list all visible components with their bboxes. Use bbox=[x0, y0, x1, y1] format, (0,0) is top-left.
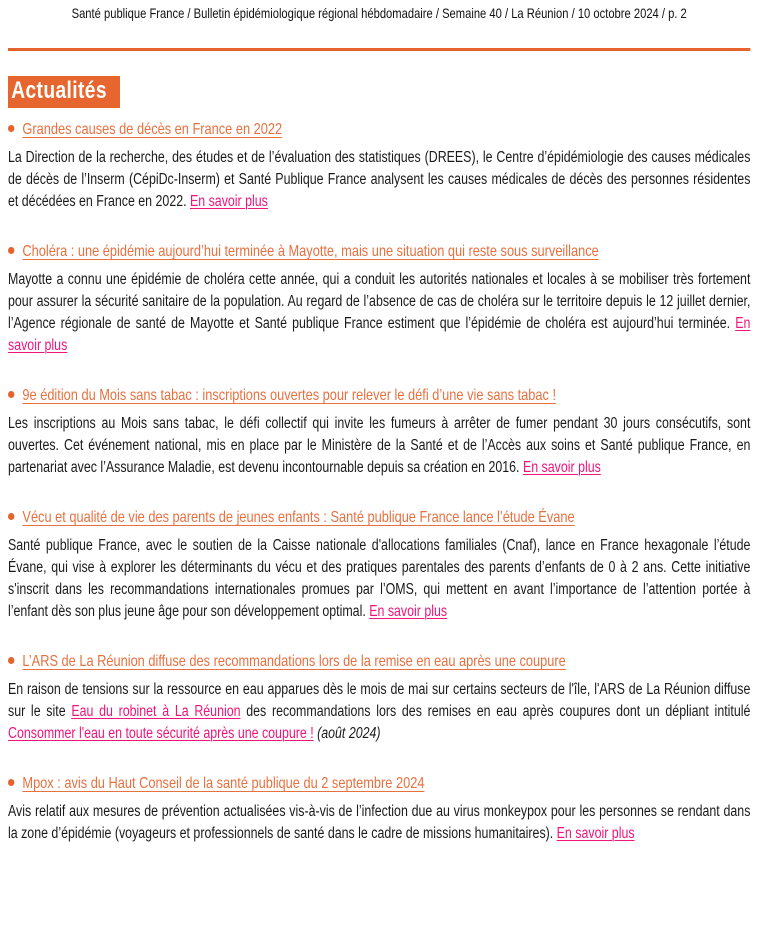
section-banner-label: Actualités bbox=[11, 77, 107, 104]
news-item-title bbox=[8, 775, 750, 793]
bullet-icon bbox=[8, 513, 14, 520]
bullet-icon bbox=[8, 391, 14, 398]
body-text: La Direction de la recherche, des études et de l’évaluation des statistiques (DREES), le Centre d’épidémiologie des causes médicales de décès de l’Inserm (CépiDc-Inserm) et Santé Publique France analysent les causes médicales de décès des personnes résidentes et décédées en France en 2022. bbox=[8, 149, 751, 210]
bullet-icon bbox=[8, 657, 14, 664]
news-item-body bbox=[8, 535, 750, 623]
news-title-link[interactable]: 9e édition du Mois sans tabac : inscriptions ouvertes pour relever le défi d’une vie sans tabac ! bbox=[22, 387, 557, 404]
depliant-securite-eau-link[interactable]: Consommer l'eau en toute sécurité après une coupure ! bbox=[8, 725, 314, 742]
news-item-title bbox=[8, 509, 750, 527]
news-item-body bbox=[8, 413, 750, 479]
news-item-mpox-hcsp bbox=[8, 775, 750, 845]
bullet-icon bbox=[8, 125, 14, 132]
eau-du-robinet-link[interactable]: Eau du robinet à La Réunion bbox=[71, 703, 241, 720]
news-item-title bbox=[8, 121, 750, 139]
news-item-deces-2022 bbox=[8, 121, 750, 213]
news-title-link[interactable]: L’ARS de La Réunion diffuse des recommandations lors de la remise en eau après une coupure bbox=[22, 653, 566, 670]
document-header: Santé publique France / Bulletin épidémiologique régional hébdomadaire / Semaine 40 / La Réunion / 10 octobre 2024 / p. 2 bbox=[71, 5, 687, 21]
section-banner-actualites bbox=[8, 76, 120, 108]
news-title-link[interactable]: Vécu et qualité de vie des parents de jeunes enfants : Santé publique France lance l’étude Évane bbox=[22, 509, 575, 526]
body-text: En raison de tensions sur la ressource en eau apparues dès le mois de mai sur certains secteurs de l'île, l'ARS de La Réunion diffuse sur le site bbox=[8, 681, 751, 720]
body-text: Santé publique France, avec le soutien de la Caisse nationale d'allocations familiales (Cnaf), lance en France hexagonale l’étude Évane, qui vise à explorer les déterminants du vécu et des pratiques parentales des parents d’enfants de 0 à 2 ans. Cette initiative s'inscrit dans les recommandations internationales promues par l’OMS, qui mettent en avant l’importance de l’attention portée à l’enfant dès son plus jeune âge pour son développement optimal. bbox=[8, 537, 751, 620]
read-more-link[interactable]: En savoir plus bbox=[556, 825, 635, 842]
news-item-title bbox=[8, 653, 750, 671]
news-item-body bbox=[8, 147, 750, 213]
date-note: (août 2024) bbox=[313, 725, 381, 742]
body-text: Avis relatif aux mesures de prévention actualisées vis-à-vis de l’infection due au virus monkeypox pour les personnes se rendant dans la zone d’épidémie (voyageurs et professionnels de santé dans le cadre de missions humanitaires). bbox=[8, 803, 751, 842]
read-more-link[interactable]: En savoir plus bbox=[522, 459, 601, 476]
news-item-ars-remise-en-eau bbox=[8, 653, 750, 745]
bullet-icon bbox=[8, 247, 14, 254]
news-title-link[interactable]: Mpox : avis du Haut Conseil de la santé publique du 2 septembre 2024 bbox=[22, 775, 425, 792]
body-text: des recommandations lors des remises en eau après coupures dont un dépliant intitulé bbox=[240, 703, 751, 720]
news-item-etude-evane bbox=[8, 509, 750, 623]
news-item-title bbox=[8, 243, 750, 261]
news-item-body bbox=[8, 679, 750, 745]
news-title-link[interactable]: Choléra : une épidémie aujourd’hui terminée à Mayotte, mais une situation qui reste sous surveillance bbox=[22, 243, 599, 260]
bullet-icon bbox=[8, 779, 14, 786]
read-more-link[interactable]: En savoir plus bbox=[8, 315, 751, 354]
read-more-link[interactable]: En savoir plus bbox=[190, 193, 268, 210]
news-item-title bbox=[8, 387, 750, 405]
body-text: Mayotte a connu une épidémie de choléra cette année, qui a conduit les autorités nationales et locales à se mobiliser très fortement pour assurer la sécurité sanitaire de la population. Au regard de l’absence de cas de choléra sur le territoire depuis le 12 juillet dernier, l’Agence régionale de santé de Mayotte et Santé publique France estiment que l’épidémie de choléra est aujourd’hui terminée. bbox=[8, 271, 751, 332]
read-more-link[interactable]: En savoir plus bbox=[369, 603, 448, 620]
news-title-link[interactable]: Grandes causes de décès en France en 2022 bbox=[22, 121, 283, 138]
news-item-body bbox=[8, 801, 750, 845]
body-text: Les inscriptions au Mois sans tabac, le défi collectif qui invite les fumeurs à arrêter de fumer pendant 30 jours consécutifs, sont ouvertes. Cet événement national, mis en place par le Ministère de la Santé et de l’Accès aux soins et Santé publique France, en partenariat avec l’Assurance Maladie, est devenu incontournable depuis sa création en 2016. bbox=[8, 415, 751, 476]
news-item-body bbox=[8, 269, 750, 357]
news-item-mois-sans-tabac bbox=[8, 387, 750, 479]
news-item-cholera-mayotte bbox=[8, 243, 750, 357]
